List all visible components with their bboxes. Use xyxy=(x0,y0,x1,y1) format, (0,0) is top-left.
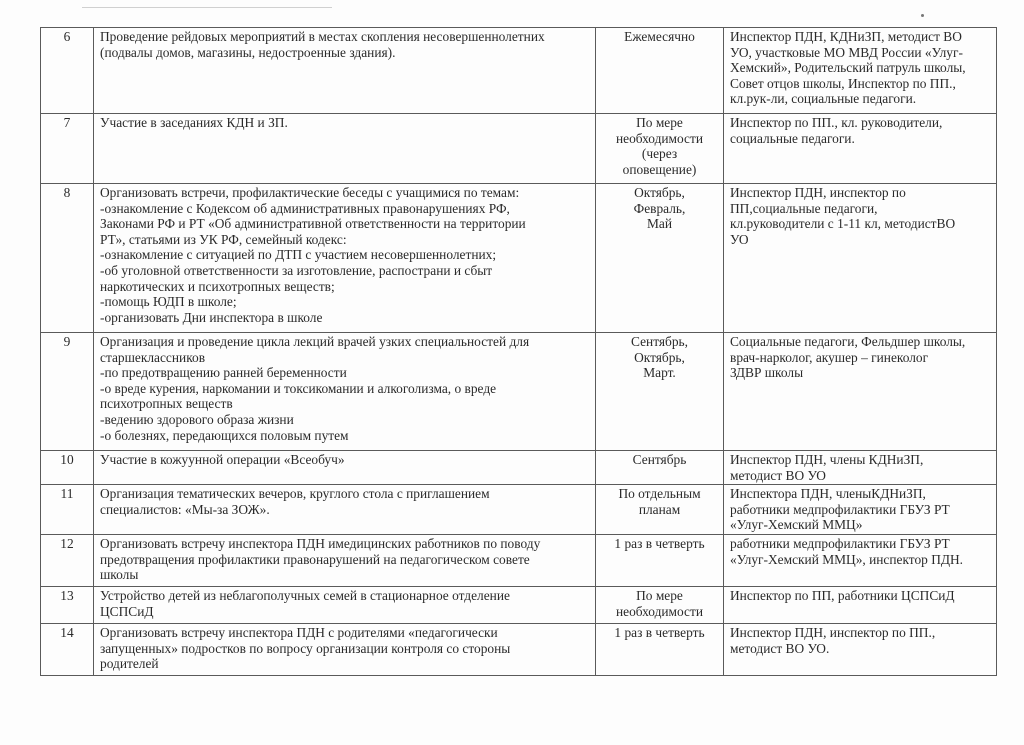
table-row xyxy=(41,451,997,485)
row-number: 14 xyxy=(41,623,94,675)
table-row xyxy=(41,534,997,586)
responsible-cell xyxy=(724,623,997,675)
responsible-line: ЗДВР школы xyxy=(730,365,804,381)
plan-table-body xyxy=(41,28,997,676)
event-line: психотропных веществ xyxy=(100,396,233,412)
responsible-line: Инспектор ПДН, инспектор по xyxy=(730,185,906,200)
responsible-cell xyxy=(724,114,997,184)
row-number: 10 xyxy=(41,451,94,485)
term-line: необходимости xyxy=(615,603,704,619)
responsible-line: социальные педагоги. xyxy=(730,130,855,146)
event-line: наркотических и психотропных веществ; xyxy=(100,278,335,294)
event-line: старшеклассников xyxy=(100,349,206,365)
row-number: 13 xyxy=(41,586,94,623)
term-cell xyxy=(596,333,724,451)
responsible-line: методист ВО УО. xyxy=(730,640,830,656)
event-cell xyxy=(94,623,596,675)
term-line: необходимости xyxy=(615,130,704,146)
event-line: ЦСПСиД xyxy=(100,603,154,619)
responsible-cell xyxy=(724,485,997,535)
term-line: Сентябрь xyxy=(632,452,687,467)
responsible-line: Социальные педагоги, Фельдшер школы, xyxy=(730,334,966,349)
event-cell xyxy=(94,184,596,333)
event-cell xyxy=(94,451,596,485)
responsible-line: УО xyxy=(730,231,749,247)
row-number: 9 xyxy=(41,333,94,451)
responsible-line: УО, участковые МО МВД России «Улуг- xyxy=(730,44,963,60)
responsible-line: кл.руководители с 1-11 кл, методистВО xyxy=(730,216,956,232)
row-number: 8 xyxy=(41,184,94,333)
event-line: предотвращения профилактики правонарушений на педагогическом совете xyxy=(100,551,530,567)
term-line: 1 раз в четверть xyxy=(614,624,705,640)
event-line: (подвалы домов, магазины, недостроенные здания). xyxy=(100,44,396,60)
event-line: Организовать встречи, профилактические беседы с учащимися по темам: xyxy=(100,185,520,200)
term-cell xyxy=(596,184,724,333)
term-line: По мере xyxy=(636,587,683,603)
event-line: -ознакомление с Кодексом об административных правонарушениях РФ, xyxy=(100,200,510,216)
event-cell xyxy=(94,114,596,184)
term-line: Сентябрь, xyxy=(630,334,688,349)
term-cell xyxy=(596,623,724,675)
responsible-line: «Улуг-Хемский ММЦ» xyxy=(730,517,863,533)
event-cell xyxy=(94,586,596,623)
event-cell xyxy=(94,28,596,114)
responsible-cell xyxy=(724,586,997,623)
term-line: Май xyxy=(646,216,673,232)
table-row xyxy=(41,184,997,333)
term-line: Ежемесячно xyxy=(624,29,695,44)
responsible-line: ПП,социальные педагоги, xyxy=(730,200,878,216)
event-line: -помощь ЮДП в школе; xyxy=(100,294,237,310)
event-line: Организовать встречу инспектора ПДН имедицинских работников по поводу xyxy=(100,535,541,551)
event-line: -ведению здорового образа жизни xyxy=(100,411,294,427)
table-row xyxy=(41,333,997,451)
term-cell xyxy=(596,534,724,586)
term-cell xyxy=(596,586,724,623)
event-line: -организовать Дни инспектора в школе xyxy=(100,309,323,325)
term-line: (через xyxy=(641,146,678,162)
event-line: Проведение рейдовых мероприятий в местах скопления несовершеннолетних xyxy=(100,29,545,44)
term-line: По мере xyxy=(636,115,683,130)
responsible-line: «Улуг-Хемский ММЦ», инспектор ПДН. xyxy=(730,551,964,567)
responsible-line: Инспектора ПДН, членыКДНиЗП, xyxy=(730,486,926,502)
row-number: 12 xyxy=(41,534,94,586)
responsible-line: Инспектор ПДН, КДНиЗП, методист ВО xyxy=(730,29,962,44)
term-line: Октябрь, xyxy=(634,349,685,365)
term-line: По отдельным xyxy=(618,486,701,502)
row-number: 6 xyxy=(41,28,94,114)
event-line: Организовать встречу инспектора ПДН с родителями «педагогически xyxy=(100,624,498,640)
table-row xyxy=(41,28,997,114)
event-line: специалистов: «Мы-за ЗОЖ». xyxy=(100,501,270,517)
responsible-line: Хемский», Родительский патруль школы, xyxy=(730,60,966,76)
term-line: планам xyxy=(638,501,681,517)
table-row xyxy=(41,586,997,623)
event-line: Законами РФ и РТ «Об административной ответственности на территории xyxy=(100,216,526,232)
responsible-line: работники медпрофилактики ГБУЗ РТ xyxy=(730,501,950,517)
responsible-line: методист ВО УО xyxy=(730,467,826,483)
event-line: Устройство детей из неблагополучных семей в стационарное отделение xyxy=(100,587,510,603)
responsible-cell xyxy=(724,184,997,333)
responsible-line: Совет отцов школы, Инспектор по ПП., xyxy=(730,75,956,91)
table-row xyxy=(41,623,997,675)
event-line: -ознакомление с ситуацией по ДТП с участием несовершеннолетних; xyxy=(100,247,497,263)
event-line: -о вреде курения, наркомании и токсикомании и алкоголизма, о вреде xyxy=(100,380,497,396)
event-cell xyxy=(94,485,596,535)
responsible-line: Инспектор ПДН, инспектор по ПП., xyxy=(730,624,936,640)
event-line: Организация тематических вечеров, круглого стола с приглашением xyxy=(100,486,490,502)
responsible-cell xyxy=(724,534,997,586)
event-line: Организация и проведение цикла лекций врачей узких специальностей для xyxy=(100,334,530,349)
responsible-line: Инспектор по ПП., кл. руководители, xyxy=(730,115,943,130)
event-line: школы xyxy=(100,567,139,583)
event-line: -о болезнях, передающихся половым путем xyxy=(100,427,349,443)
term-cell xyxy=(596,451,724,485)
event-cell xyxy=(94,534,596,586)
responsible-line: врач-нарколог, акушер – гинеколог xyxy=(730,349,929,365)
term-cell xyxy=(596,485,724,535)
table-row xyxy=(41,485,997,535)
scan-artifact-speck xyxy=(921,14,924,17)
responsible-cell xyxy=(724,451,997,485)
scan-artifact-rule xyxy=(82,7,332,8)
row-number: 11 xyxy=(41,485,94,535)
responsible-cell xyxy=(724,28,997,114)
event-line: РТ», статьями из УК РФ, семейный кодекс: xyxy=(100,231,347,247)
event-cell xyxy=(94,333,596,451)
term-line: оповещение) xyxy=(622,161,697,177)
term-line: Март. xyxy=(643,365,676,381)
responsible-line: Инспектор ПДН, члены КДНиЗП, xyxy=(730,452,924,467)
responsible-line: кл.рук-ли, социальные педагоги. xyxy=(730,91,917,107)
term-line: Февраль, xyxy=(633,200,686,216)
event-line: Участие в кожуунной операции «Всеобуч» xyxy=(100,452,345,467)
event-line: запущенных» подростков по вопросу организации контроля со стороны xyxy=(100,640,511,656)
responsible-line: работники медпрофилактики ГБУЗ РТ xyxy=(730,535,950,551)
term-line: Октябрь, xyxy=(634,185,685,200)
event-line: -об уголовной ответственности за изготовление, распострани и сбыт xyxy=(100,262,493,278)
term-line: 1 раз в четверть xyxy=(614,535,705,551)
event-line: Участие в заседаниях КДН и ЗП. xyxy=(100,115,288,130)
event-line: -по предотвращению ранней беременности xyxy=(100,365,347,381)
event-line: родителей xyxy=(100,656,159,672)
term-cell xyxy=(596,28,724,114)
term-cell xyxy=(596,114,724,184)
table-row xyxy=(41,114,997,184)
responsible-line: Инспектор по ПП, работники ЦСПСиД xyxy=(730,587,955,603)
plan-table xyxy=(40,27,997,676)
row-number: 7 xyxy=(41,114,94,184)
responsible-cell xyxy=(724,333,997,451)
